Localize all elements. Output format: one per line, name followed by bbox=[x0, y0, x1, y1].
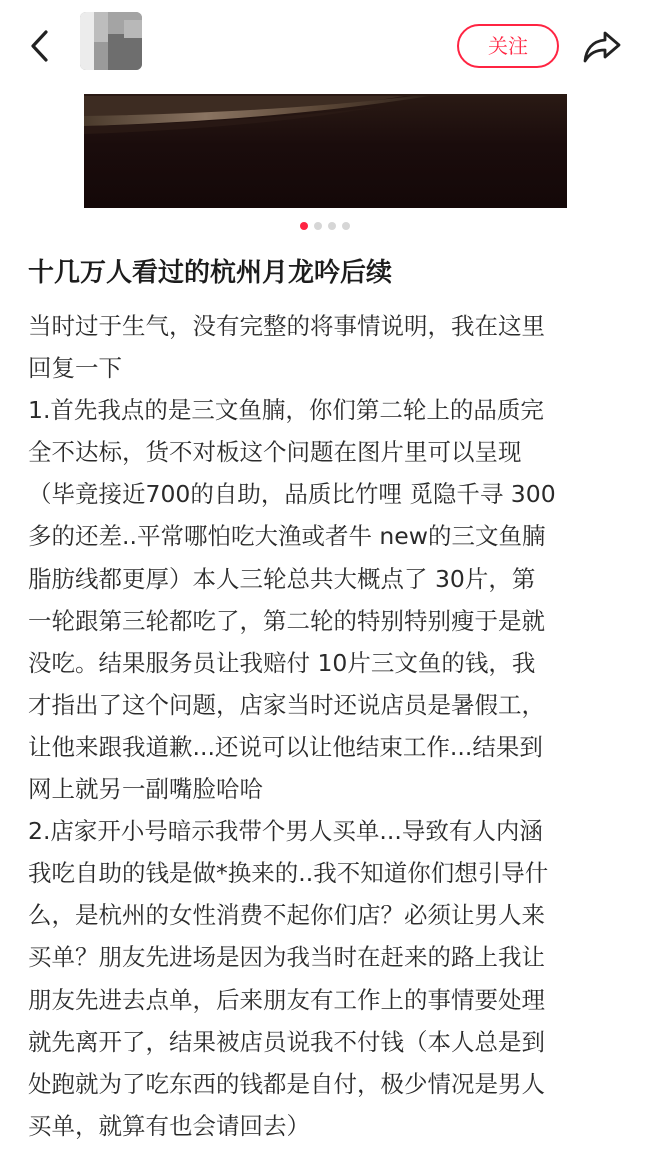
post-image-carousel[interactable] bbox=[84, 94, 567, 208]
post-body-line: 我吃自助的钱是做*换来的..我不知道你们想引导什 bbox=[28, 859, 549, 888]
post-body bbox=[28, 305, 626, 1147]
post-body-line: （毕竟接近700的自助，品质比竹哩 觅隐千寻 300 bbox=[28, 480, 556, 509]
post-title: 十几万人看过的杭州月龙吟后续 bbox=[28, 258, 393, 288]
carousel-dot-active[interactable] bbox=[300, 222, 308, 230]
carousel-dot[interactable] bbox=[314, 222, 322, 230]
post-body-line: 朋友先进去点单，后来朋友有工作上的事情要处理 bbox=[28, 985, 545, 1014]
avatar[interactable] bbox=[80, 12, 142, 70]
post-body-line: 处跑就为了吃东西的钱都是自付，极少情况是男人 bbox=[28, 1069, 545, 1098]
post-body-line: 买单？朋友先进场是因为我当时在赶来的路上我让 bbox=[28, 943, 545, 972]
post-body-line: 回复一下 bbox=[28, 354, 122, 383]
post-body-line: 才指出了这个问题，店家当时还说店员是暑假工， bbox=[28, 690, 545, 719]
chevron-left-icon bbox=[22, 26, 58, 66]
post-body-line: 就先离开了，结果被店员说我不付钱（本人总是到 bbox=[28, 1027, 545, 1056]
carousel-indicator bbox=[0, 222, 650, 234]
post-body-line: 买单，就算有也会请回去） bbox=[28, 1111, 310, 1140]
carousel-dot[interactable] bbox=[328, 222, 336, 230]
post-body-line: 多的还差..平常哪怕吃大渔或者牛 new的三文鱼腩 bbox=[28, 522, 546, 551]
post-body-line: 么，是杭州的女性消费不起你们店？必须让男人来 bbox=[28, 901, 545, 930]
share-button[interactable] bbox=[580, 26, 624, 66]
top-bar bbox=[0, 0, 650, 92]
post-body-line: 网上就另一副嘴脸哈哈 bbox=[28, 775, 263, 804]
share-arrow-icon bbox=[580, 26, 624, 66]
carousel-dot[interactable] bbox=[342, 222, 350, 230]
post-body-line: 1.首先我点的是三文鱼腩，你们第二轮上的品质完 bbox=[28, 396, 544, 425]
follow-button[interactable]: 关注 bbox=[457, 24, 559, 68]
post-body-line: 全不达标，货不对板这个问题在图片里可以呈现 bbox=[28, 438, 522, 467]
post-body-line: 2.店家开小号暗示我带个男人买单...导致有人内涵 bbox=[28, 817, 543, 846]
post-image bbox=[84, 94, 567, 208]
post-body-line: 没吃。结果服务员让我赔付 10片三文鱼的钱，我 bbox=[28, 648, 536, 677]
post-body-line: 让他来跟我道歉...还说可以让他结束工作...结果到 bbox=[28, 732, 543, 761]
post-body-line: 一轮跟第三轮都吃了，第二轮的特别特别瘦于是就 bbox=[28, 606, 545, 635]
post-body-line: 当时过于生气，没有完整的将事情说明，我在这里 bbox=[28, 312, 545, 340]
back-button[interactable] bbox=[22, 26, 58, 66]
post-body-line: 脂肪线都更厚）本人三轮总共大概点了 30片，第 bbox=[28, 564, 536, 593]
